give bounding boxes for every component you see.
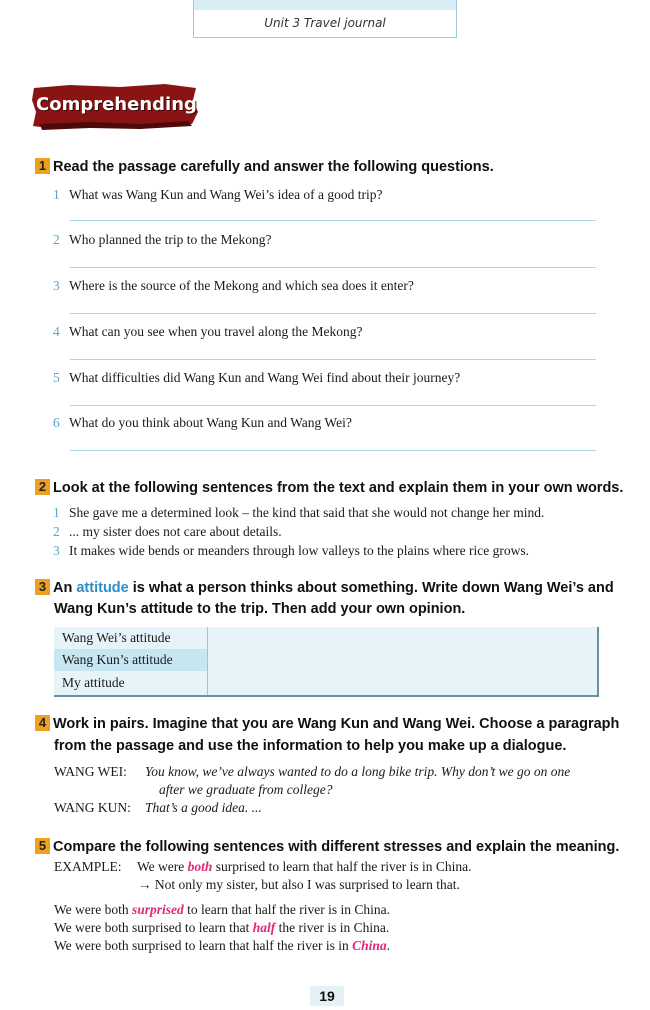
sentence-1: 1 She gave me a determined look – the kind that said that she would not change her mind. — [53, 505, 545, 520]
answer-line — [70, 267, 596, 268]
stress-sentence-2: We were both surprised to learn that half the river is in China. — [54, 920, 390, 935]
section-4-instruction-line2: from the passage and use the information to help you make up a dialogue. — [54, 738, 567, 754]
banner-label: Comprehending — [36, 94, 197, 115]
example-label: EXAMPLE: — [54, 859, 122, 874]
dialogue-speaker: WANG WEI: — [54, 764, 127, 779]
attitude-row: Wang Kun’s attitude — [54, 649, 597, 671]
dialogue-line: after we graduate from college? — [159, 782, 333, 797]
running-header-title: Unit 3 Travel journal — [264, 16, 386, 30]
attitude-table — [54, 627, 599, 697]
question-4: 4 What can you see when you travel along the Mekong? — [53, 324, 363, 339]
question-1: 1 What was Wang Kun and Wang Wei’s idea of a good trip? — [53, 187, 383, 202]
dialogue-speaker: WANG KUN: — [54, 800, 131, 815]
answer-cell[interactable] — [208, 671, 597, 695]
section-number-badge: 1 — [35, 158, 50, 174]
answer-line — [70, 359, 596, 360]
dialogue-line: That’s a good idea. ... — [145, 800, 262, 815]
section-3-instruction: 3 An attitude is what a person thinks about something. Write down Wang Wei’s and — [35, 578, 614, 599]
stress-sentence-1: We were both surprised to learn that half the river is in China. — [54, 902, 390, 917]
question-2: 2 Who planned the trip to the Mekong? — [53, 232, 272, 247]
example-explanation: → Not only my sister, but also I was surprised to learn that. — [138, 877, 460, 892]
section-number-badge: 2 — [35, 479, 50, 495]
sentence-2: 2 ... my sister does not care about details. — [53, 524, 282, 539]
keyword-attitude: attitude — [76, 580, 129, 596]
page-number: 19 — [310, 986, 344, 1006]
answer-cell[interactable] — [208, 627, 597, 649]
attitude-row: My attitude — [54, 671, 597, 695]
section-3-instruction-line2: Wang Kun’s attitude to the trip. Then add your own opinion. — [54, 601, 466, 617]
stressed-word: China — [352, 938, 387, 953]
answer-line — [70, 405, 596, 406]
attitude-row: Wang Wei’s attitude — [54, 627, 597, 649]
arrow-icon: → — [138, 877, 152, 892]
section-number-badge: 5 — [35, 838, 50, 854]
question-3: 3 Where is the source of the Mekong and which sea does it enter? — [53, 278, 414, 293]
question-5: 5 What difficulties did Wang Kun and Wang Wei find about their journey? — [53, 370, 461, 385]
section-2-instruction: 2 Look at the following sentences from the text and explain them in your own words. — [35, 478, 623, 499]
stressed-word: half — [252, 920, 276, 935]
section-4-instruction: 4 Work in pairs. Imagine that you are Wang Kun and Wang Wei. Choose a paragraph — [35, 714, 619, 735]
stressed-word: surprised — [132, 902, 184, 917]
answer-line — [70, 313, 596, 314]
stressed-word: both — [187, 859, 213, 874]
section-1-instruction: 1 Read the passage carefully and answer the following questions. — [35, 157, 494, 178]
section-number-badge: 4 — [35, 715, 50, 731]
section-5-instruction: 5 Compare the following sentences with different stresses and explain the meaning. — [35, 837, 619, 858]
stress-sentence-3: We were both surprised to learn that half the river is in China. — [54, 938, 390, 953]
answer-cell[interactable] — [208, 649, 597, 671]
answer-line — [70, 450, 596, 451]
section-number-badge: 3 — [35, 579, 50, 595]
example-sentence: We were both surprised to learn that half the river is in China. — [137, 859, 472, 874]
sentence-3: 3 It makes wide bends or meanders through low valleys to the plains where rice grows. — [53, 543, 530, 558]
question-6: 6 What do you think about Wang Kun and Wang Wei? — [53, 415, 352, 430]
dialogue-line: You know, we’ve always wanted to do a long bike trip. Why don’t we go on one — [145, 764, 571, 779]
answer-line — [70, 220, 596, 221]
